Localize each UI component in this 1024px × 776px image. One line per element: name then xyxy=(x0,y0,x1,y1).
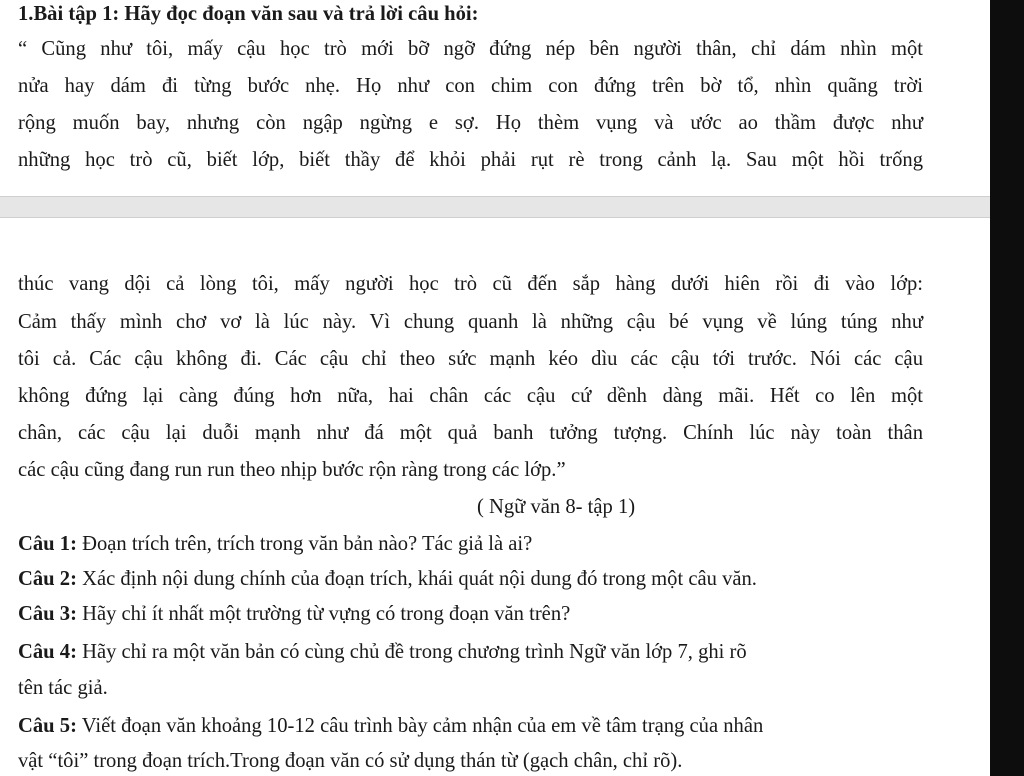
question-label: Câu 1: xyxy=(18,533,77,555)
document-page-bottom xyxy=(0,218,990,776)
passage-line: tôi cả. Các cậu không đi. Các cậu chỉ theo sức mạnh kéo dìu các cậu tới trước. Nói các cậu xyxy=(18,348,923,370)
passage-line: rộng muốn bay, nhưng còn ngập ngừng e sợ. Họ thèm vụng và ước ao thầm được như xyxy=(18,112,923,134)
question-text: Hãy chỉ ra một văn bản có cùng chủ đề trong chương trình Ngữ văn lớp 7, ghi rõ xyxy=(76,641,747,663)
question-2 xyxy=(18,565,923,593)
question-label: Câu 4: xyxy=(18,641,77,663)
passage-line: Cảm thấy mình chơ vơ là lúc này. Vì chung quanh là những cậu bé vụng về lúng túng như xyxy=(18,311,923,333)
question-5 xyxy=(18,712,923,740)
source-citation: ( Ngữ văn 8- tập 1) xyxy=(477,496,636,518)
exercise-heading: 1.Bài tập 1: Hãy đọc đoạn văn sau và trả lời câu hỏi: xyxy=(18,3,479,25)
question-label: Câu 2: xyxy=(18,568,77,590)
question-3 xyxy=(18,600,923,628)
question-label: Câu 3: xyxy=(18,603,77,625)
question-text: Hãy chỉ ít nhất một trường từ vựng có trong đoạn văn trên? xyxy=(76,603,571,625)
passage-line: nửa hay dám đi từng bước nhẹ. Họ như con chim con đứng trên bờ tổ, nhìn quãng trời xyxy=(18,75,923,97)
question-4-continuation: tên tác giả. xyxy=(18,677,108,699)
question-text: Đoạn trích trên, trích trong văn bản nào? Tác giả là ai? xyxy=(76,533,533,555)
page-break-divider xyxy=(0,196,990,218)
passage-line: thúc vang dội cả lòng tôi, mấy người học trò cũ đến sắp hàng dưới hiên rồi đi vào lớp: xyxy=(18,273,923,295)
passage-line: những học trò cũ, biết lớp, biết thầy để khỏi phải rụt rè trong cảnh lạ. Sau một hồi trống xyxy=(18,149,923,171)
question-text: Viết đoạn văn khoảng 10-12 câu trình bày cảm nhận của em về tâm trạng của nhân xyxy=(76,715,764,737)
window-edge-bar xyxy=(990,0,1024,776)
passage-line: các cậu cũng đang run run theo nhịp bước rộn ràng trong các lớp.” xyxy=(18,459,566,481)
passage-line: không đứng lại càng đúng hơn nữa, hai chân các cậu cứ dềnh dàng mãi. Hết co lên một xyxy=(18,385,923,407)
question-1 xyxy=(18,530,923,558)
question-text: Xác định nội dung chính của đoạn trích, khái quát nội dung đó trong một câu văn. xyxy=(76,568,757,590)
question-label: Câu 5: xyxy=(18,715,77,737)
question-5-continuation: vật “tôi” trong đoạn trích.Trong đoạn văn có sử dụng thán từ (gạch chân, chỉ rõ). xyxy=(18,750,683,772)
question-4 xyxy=(18,638,923,666)
passage-line: chân, các cậu lại duỗi mạnh như đá một quả banh tưởng tượng. Chính lúc này toàn thân xyxy=(18,422,923,444)
passage-line: “ Cũng như tôi, mấy cậu học trò mới bỡ ngỡ đứng nép bên người thân, chỉ dám nhìn một xyxy=(18,38,923,60)
document-page-top xyxy=(0,0,990,196)
